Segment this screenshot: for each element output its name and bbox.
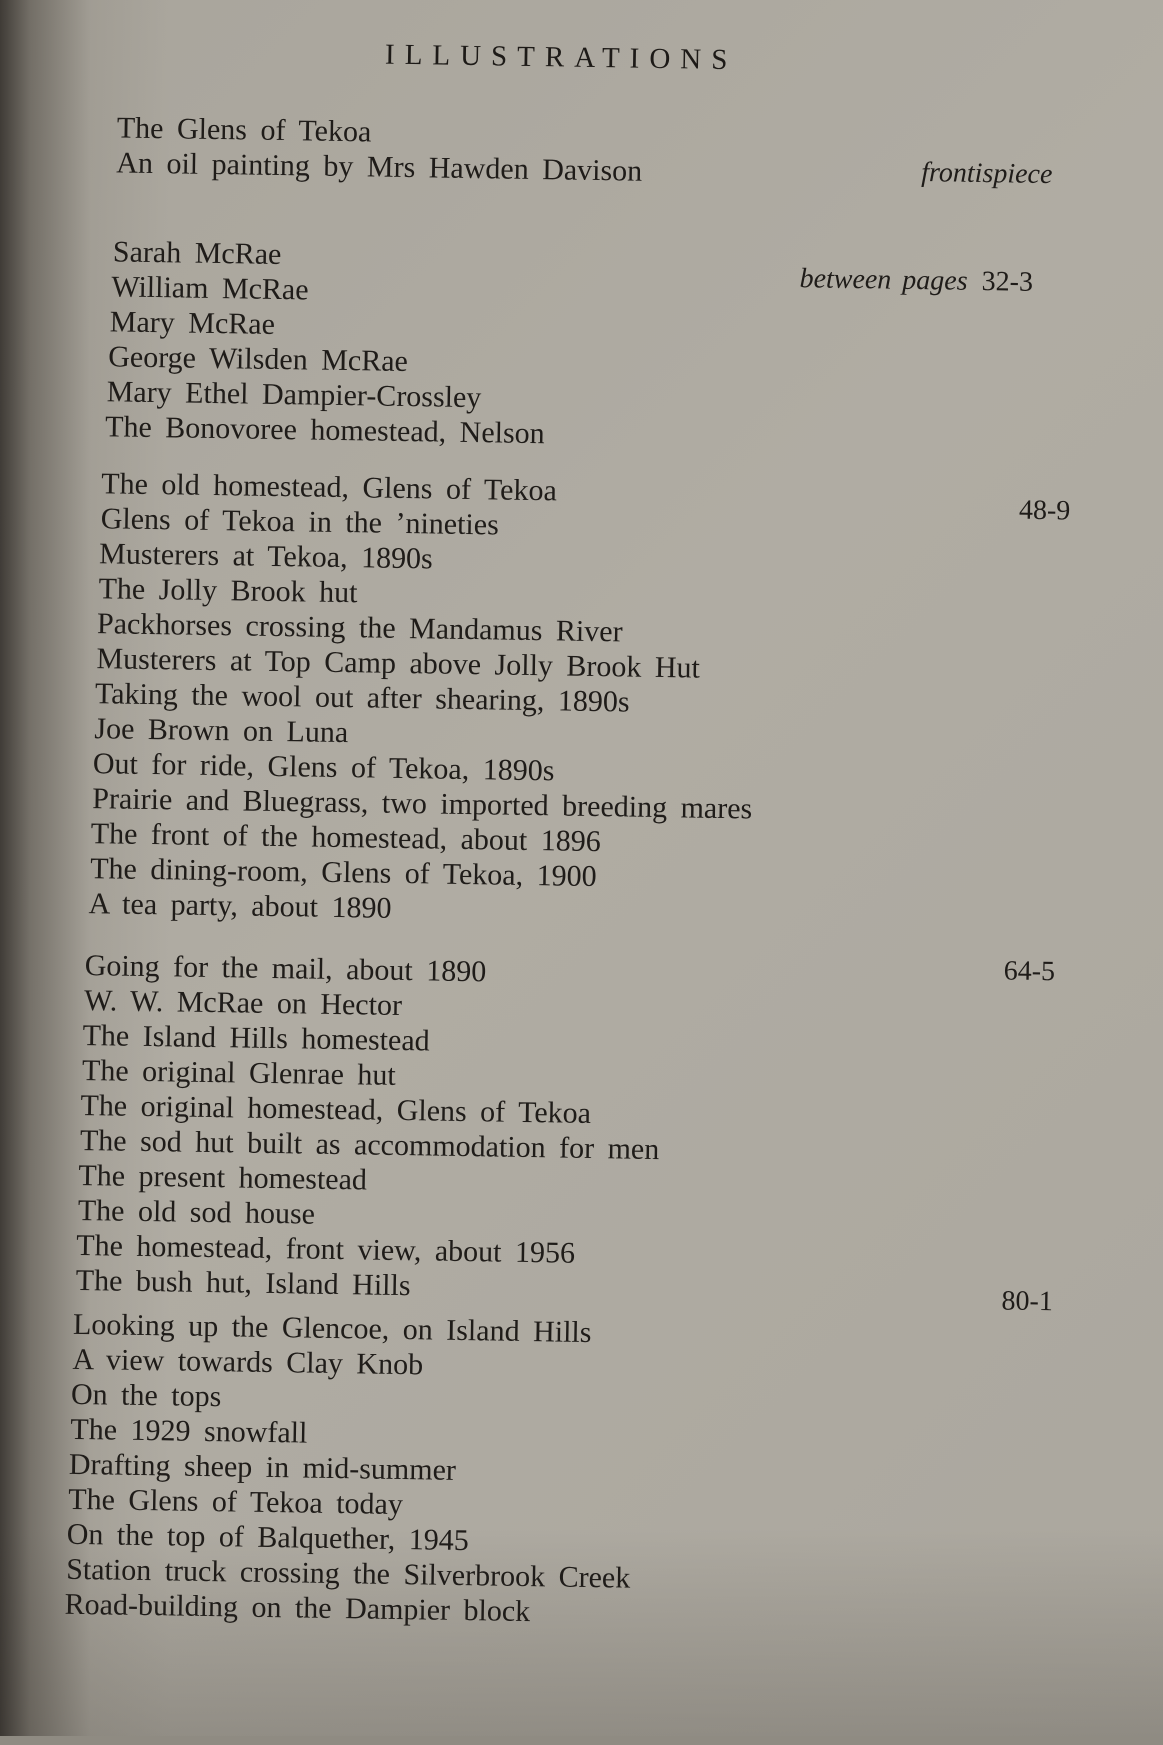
illustration-caption: The Glens of Tekoa today	[68, 1482, 403, 1522]
illustration-caption: The old homestead, Glens of Tekoa	[101, 466, 557, 508]
illustration-caption: Looking up the Glencoe, on Island Hills	[73, 1307, 592, 1350]
page-reference	[989, 955, 1055, 988]
illustration-caption: The homestead, front view, about 1956	[76, 1228, 575, 1271]
illustration-caption: William McRae	[111, 269, 309, 307]
illustration-caption: The present homestead	[78, 1158, 367, 1198]
illustration-caption: Going for the mail, about 1890	[84, 948, 486, 989]
illustration-caption: The old sod house	[78, 1193, 316, 1232]
page-reference	[799, 263, 1033, 299]
illustration-caption: Musterers at Top Camp above Jolly Brook Hut	[96, 641, 700, 685]
illustration-caption: George Wilsden McRae	[108, 339, 408, 379]
illustration-caption: Mary McRae	[110, 304, 276, 342]
illustration-caption: The front of the homestead, about 1896	[91, 816, 602, 859]
illustration-group-64-5	[0, 946, 1149, 964]
illustration-caption: The original homestead, Glens of Tekoa	[80, 1088, 591, 1131]
illustration-group-80-1	[0, 1305, 1143, 1323]
illustration-caption: Station truck crossing the Silverbrook Creek	[66, 1552, 631, 1596]
illustration-caption: The Island Hills homestead	[82, 1018, 430, 1058]
illustration-caption: Packhorses crossing the Mandamus River	[97, 606, 623, 649]
illustration-caption: Out for ride, Glens of Tekoa, 1890s	[93, 746, 555, 788]
illustration-caption: Prairie and Bluegrass, two imported breeding mares	[92, 781, 752, 826]
illustration-caption: The dining-room, Glens of Tekoa, 1900	[90, 851, 597, 894]
illustration-group-32-3	[0, 233, 1160, 251]
page-reference-label: frontispiece	[921, 157, 1053, 190]
page-reference-number: 48-9	[1019, 495, 1071, 527]
illustration-caption: The sod hut built as accommodation for men	[80, 1123, 660, 1167]
illustration-caption: On the top of Balquether, 1945	[67, 1517, 470, 1558]
illustration-caption: Musterers at Tekoa, 1890s	[99, 536, 433, 576]
page-reference	[1005, 494, 1071, 527]
page-reference	[921, 157, 1067, 191]
illustration-caption: An oil painting by Mrs Hawden Davison	[116, 145, 642, 188]
illustration-caption: Mary Ethel Dampier-Crossley	[106, 374, 481, 415]
page-reference-number: 80-1	[1001, 1285, 1053, 1317]
illustration-caption: Joe Brown on Luna	[94, 711, 348, 750]
page-reference-label: between pages	[799, 263, 968, 297]
illustration-caption: The Glens of Tekoa	[117, 110, 372, 149]
illustration-caption: On the tops	[71, 1377, 222, 1414]
illustration-caption: Glens of Tekoa in the ’nineties	[100, 501, 499, 542]
illustration-caption: The bush hut, Island Hills	[75, 1263, 410, 1303]
illustration-caption: The Bonovoree homestead, Nelson	[105, 409, 545, 451]
illustration-caption: The original Glenrae hut	[82, 1053, 396, 1093]
illustration-caption: The Jolly Brook hut	[98, 571, 357, 610]
page-heading: ILLUSTRATIONS	[385, 39, 738, 78]
illustration-caption: Road-building on the Dampier block	[64, 1587, 530, 1629]
illustration-caption: A tea party, about 1890	[88, 886, 391, 926]
illustration-caption: Sarah McRae	[113, 234, 282, 272]
illustration-caption: A view towards Clay Knob	[72, 1342, 423, 1383]
illustration-caption: The 1929 snowfall	[70, 1412, 307, 1451]
illustration-group-frontispiece	[0, 109, 1162, 127]
illustration-caption: W. W. McRae on Hector	[84, 983, 402, 1023]
illustration-group-48-9	[0, 465, 1156, 483]
page-reference-number: 32-3	[981, 266, 1033, 298]
illustration-caption: Drafting sheep in mid-summer	[69, 1447, 457, 1488]
page-reference-number: 64-5	[1003, 955, 1055, 987]
illustration-caption: Taking the wool out after shearing, 1890s	[95, 676, 630, 719]
page-reference	[987, 1285, 1053, 1318]
